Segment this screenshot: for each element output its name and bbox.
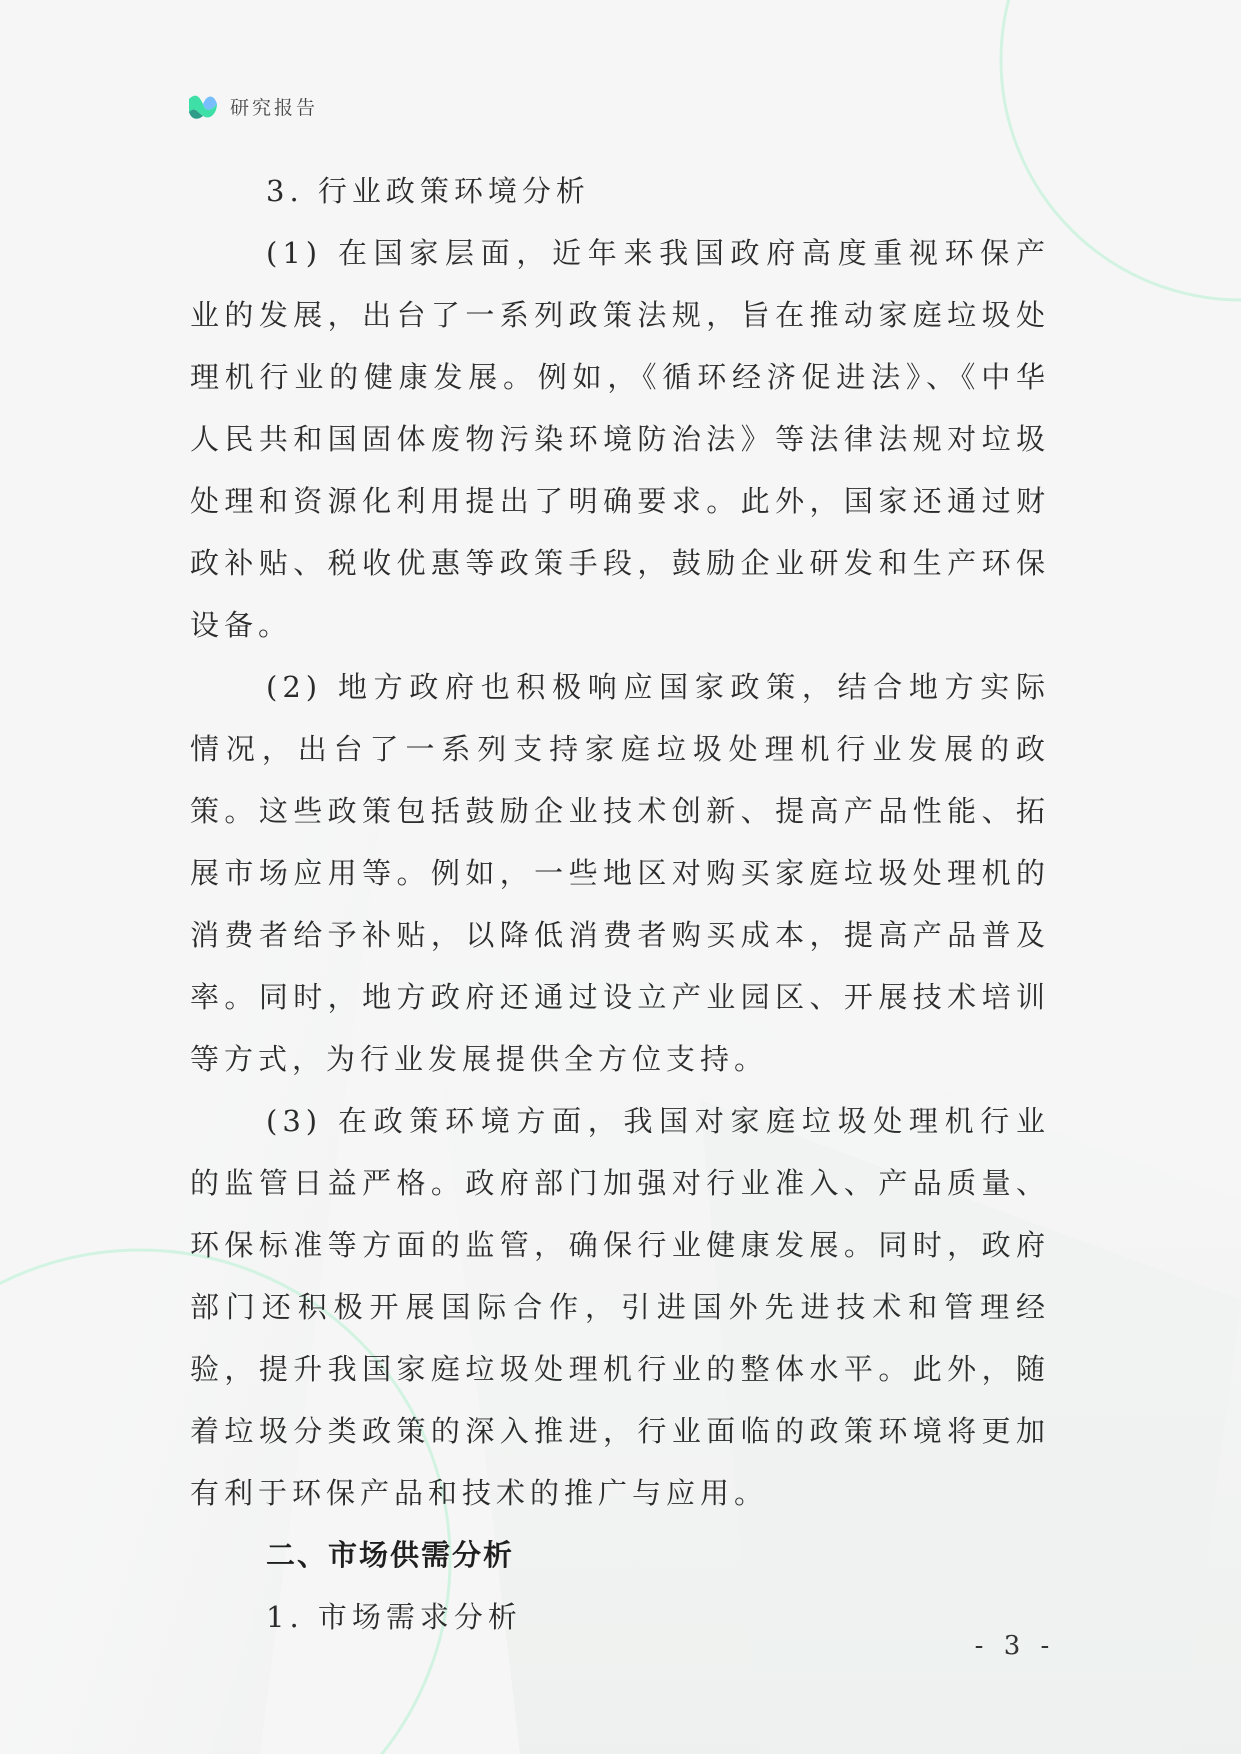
document-body: [190, 160, 1050, 1648]
body-paragraph: (2) 地方政府也积极响应国家政策，结合地方实际情况，出台了一系列支持家庭垃圾处理机行业发展的政策。这些政策包括鼓励企业技术创新、提高产品性能、拓展市场应用等。例如，一些地区对购买家庭垃圾处理机的消费者给予补贴，以降低消费者购买成本，提高产品普及率。同时，地方政府还通过设立产业园区、开展技术培训等方式，为行业发展提供全方位支持。: [190, 670, 1050, 1076]
page-number: - 3 -: [974, 1631, 1056, 1661]
body-paragraph: (1) 在国家层面，近年来我国政府高度重视环保产业的发展，出台了一系列政策法规，旨在推动家庭垃圾处理机行业的健康发展。例如，《循环经济促进法》、《中华人民共和国固体废物污染环境防治法》等法律法规对垃圾处理和资源化利用提出了明确要求。此外，国家还通过财政补贴、税收优惠等政策手段，鼓励企业研发和生产环保设备。: [190, 236, 1050, 642]
document-header: [186, 88, 318, 124]
header-title: 研究报告: [230, 96, 319, 119]
section-subheading: 1. 市场需求分析: [266, 1600, 522, 1634]
section-subheading: 3. 行业政策环境分析: [266, 174, 590, 208]
brand-logo-icon: [186, 90, 220, 122]
body-paragraph: (3) 在政策环境方面，我国对家庭垃圾处理机行业的监管日益严格。政府部门加强对行业准入、产品质量、环保标准等方面的监管，确保行业健康发展。同时，政府部门还积极开展国际合作，引进国外先进技术和管理经验，提升我国家庭垃圾处理机行业的整体水平。此外，随着垃圾分类政策的深入推进，行业面临的政策环境将更加有利于环保产品和技术的推广与应用。: [190, 1104, 1050, 1510]
section-heading: 二、市场供需分析: [266, 1538, 515, 1572]
